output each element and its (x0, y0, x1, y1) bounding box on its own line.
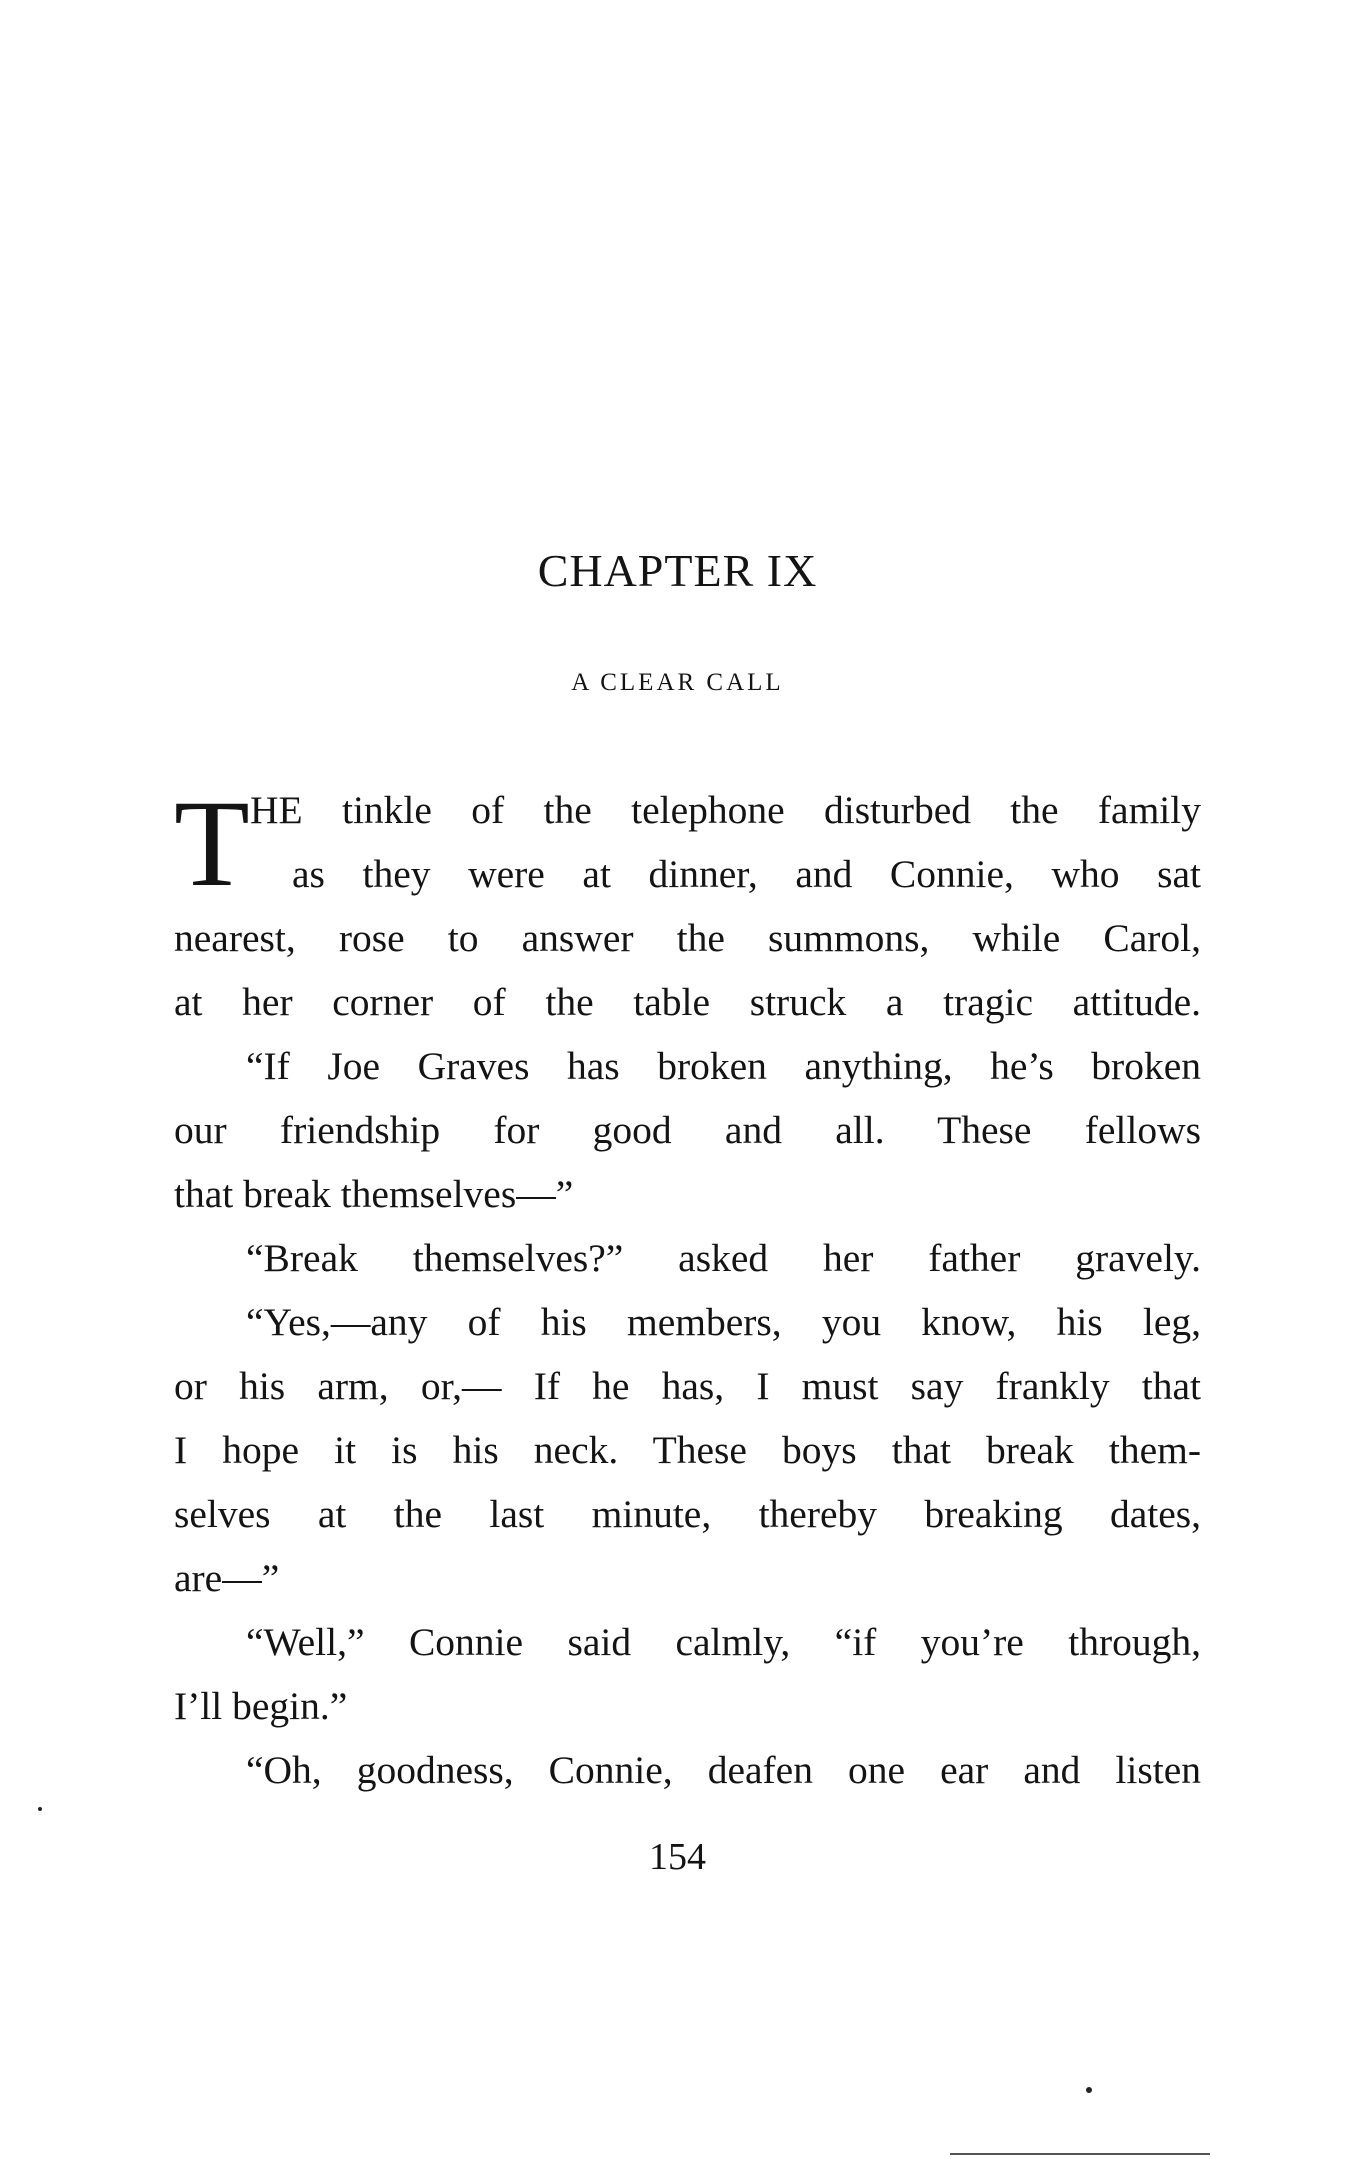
text-line: as they were at dinner, and Connie, who sat (292, 852, 1201, 896)
text-line: or his arm, or,— If he has, I must say frankly that (174, 1364, 1201, 1408)
text-line: I’ll begin.” (174, 1684, 348, 1728)
text-line: nearest, rose to answer the summons, while Carol, (174, 916, 1201, 960)
scan-speck (1086, 2087, 1092, 2093)
paragraph (174, 1226, 1201, 1290)
text-line: that break themselves—” (174, 1172, 574, 1216)
paragraph (174, 1738, 1201, 1802)
text-line: our friendship for good and all. These fellows (174, 1108, 1201, 1152)
scan-speck (38, 1807, 42, 1811)
scan-edge-mark (950, 2153, 1210, 2155)
drop-cap: T (174, 775, 250, 912)
paragraph (174, 1290, 1201, 1610)
chapter-title: CHAPTER IX (537, 545, 818, 596)
text-line: “Oh, goodness, Connie, deafen one ear and listen (246, 1748, 1201, 1792)
text-line: “If Joe Graves has broken anything, he’s broken (246, 1044, 1201, 1088)
paragraph (174, 1034, 1201, 1226)
body-text (174, 775, 1201, 1802)
page-number: 154 (649, 1836, 706, 1878)
text-line: “Well,” Connie said calmly, “if you’re through, (246, 1620, 1201, 1664)
chapter-subtitle: A CLEAR CALL (571, 669, 784, 696)
paragraph (174, 775, 1201, 1034)
text-line: at her corner of the table struck a tragic attitude. (174, 980, 1201, 1024)
text-line: HE tinkle of the telephone disturbed the family (250, 788, 1201, 832)
text-line: “Yes,—any of his members, you know, his leg, (246, 1300, 1201, 1344)
text-line: I hope it is his neck. These boys that break them- (174, 1428, 1201, 1472)
text-line: are—” (174, 1556, 280, 1600)
paragraph (174, 1610, 1201, 1738)
text-line: “Break themselves?” asked her father gravely. (246, 1236, 1201, 1280)
text-line: selves at the last minute, thereby breaking dates, (174, 1492, 1201, 1536)
